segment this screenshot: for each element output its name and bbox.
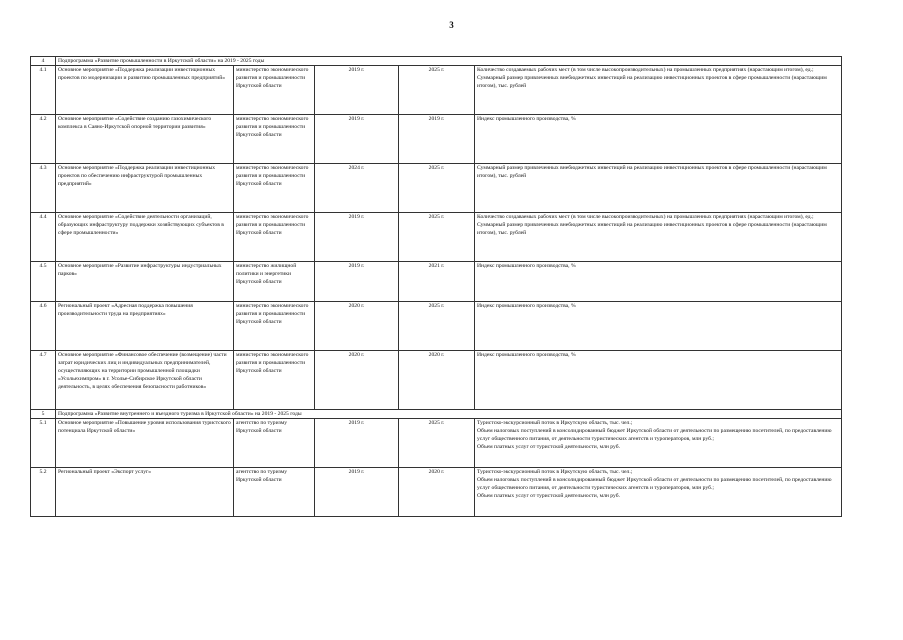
indicator-text: Количество создаваемых рабочих мест (в том числе высокопроизводительных) на промышленных предприятиях (нарастающим итогом), ед.; [477, 67, 814, 73]
activity-row [31, 419, 842, 468]
event-name: Региональный проект «Адресная поддержка повышения производительности труда на предприятиях» [56, 302, 234, 351]
activity-row [31, 164, 842, 213]
end-year: 2020 г. [399, 468, 475, 517]
end-year: 2021 г. [399, 262, 475, 302]
indicator-text: Туристско-экскурсионный поток в Иркутскую область, тыс. чел.; [477, 469, 633, 475]
row-number: 4.2 [31, 115, 56, 164]
indicators [475, 419, 842, 468]
indicator-text: Суммарный размер привлеченных внебюджетных инвестиций на реализацию инвестиционных проектов в сфере промышленности (нарастающим итогом), тыс. рублей [477, 165, 827, 179]
row-number: 4.7 [31, 351, 56, 410]
end-year: 2025 г. [399, 213, 475, 262]
executor: министерство жилищной политики и энергетики Иркутской области [234, 262, 315, 302]
row-number: 4 [31, 57, 56, 66]
row-number: 5 [31, 410, 56, 419]
start-year: 2019 г. [315, 213, 399, 262]
executor: министерство экономического развития и промышленности Иркутской области [234, 115, 315, 164]
activity-row [31, 66, 842, 115]
end-year: 2025 г. [399, 66, 475, 115]
indicators [475, 66, 842, 115]
program-table-body [31, 57, 842, 517]
start-year: 2019 г. [315, 262, 399, 302]
row-number: 4.1 [31, 66, 56, 115]
executor: министерство экономического развития и промышленности Иркутской области [234, 351, 315, 410]
subprogram-title: Подпрограмма «Развитие промышленности в Иркутской области» на 2019 - 2025 годы [56, 57, 842, 66]
indicator-text: Суммарный размер привлеченных внебюджетных инвестиций на реализацию инвестиционных проектов в сфере промышленности (нарастающим итогом), тыс. рублей [477, 222, 827, 236]
event-name: Основное мероприятие «Развитие инфраструктуры индустриальных парков» [56, 262, 234, 302]
row-number: 5.1 [31, 419, 56, 468]
end-year: 2025 г. [399, 302, 475, 351]
indicator-text: Объем платных услуг от туристской деятельности, млн руб. [477, 493, 620, 499]
start-year: 2024 г. [315, 164, 399, 213]
indicator-text: Индекс промышленного производства, % [477, 303, 576, 309]
indicator-text: Туристско-экскурсионный поток в Иркутскую область, тыс. чел.; [477, 420, 633, 426]
event-name: Основное мероприятие «Содействие созданию газохимического комплекса в Саяно-Иркутской опорной территории развития» [56, 115, 234, 164]
event-name: Основное мероприятие «Поддержка реализации инвестиционных проектов по модернизации и развитию промышленных предприятий» [56, 66, 234, 115]
end-year: 2025 г. [399, 419, 475, 468]
event-name: Основное мероприятие «Финансовое обеспечение (возмещение) части затрат юридических лиц и индивидуальных предпринимателей, осуществляющих на территории промышленной площадки «Усольехимпром» в г. Усолье-Сибирское Иркутской области деятельность, в целях обеспечения безопасности работников» [56, 351, 234, 410]
event-name: Основное мероприятие «Повышение уровня использования туристского потенциала Иркутской области» [56, 419, 234, 468]
start-year: 2019 г. [315, 66, 399, 115]
end-year: 2019 г. [399, 115, 475, 164]
start-year: 2019 г. [315, 115, 399, 164]
row-number: 4.4 [31, 213, 56, 262]
indicators [475, 213, 842, 262]
executor: агентство по туризму Иркутской области [234, 468, 315, 517]
indicator-text: Количество создаваемых рабочих мест (в том числе высокопроизводительных) на промышленных предприятиях (нарастающим итогом), ед.; [477, 214, 814, 220]
program-table [30, 56, 842, 517]
activity-row [31, 115, 842, 164]
indicators [475, 262, 842, 302]
indicators [475, 468, 842, 517]
activity-row [31, 213, 842, 262]
executor: министерство экономического развития и промышленности Иркутской области [234, 302, 315, 351]
indicators [475, 302, 842, 351]
executor: агентство по туризму Иркутской области [234, 419, 315, 468]
subprogram-row [31, 410, 842, 419]
page-number: 3 [449, 20, 454, 30]
end-year: 2025 г. [399, 164, 475, 213]
start-year: 2020 г. [315, 302, 399, 351]
indicators [475, 115, 842, 164]
executor: министерство экономического развития и промышленности Иркутской области [234, 66, 315, 115]
row-number: 4.3 [31, 164, 56, 213]
indicator-text: Объем платных услуг от туристской деятельности, млн руб. [477, 444, 620, 450]
indicator-text: Объем налоговых поступлений в консолидированный бюджет Иркутской области от деятельности по размещению посетителей, по предоставлению услуг общественного питания, от деятельности туристических агентств и туроператоров, млн руб.; [477, 428, 832, 442]
activity-row [31, 302, 842, 351]
indicator-text: Суммарный размер привлеченных внебюджетных инвестиций на реализацию инвестиционных проектов в сфере промышленности (нарастающим итогом), тыс. рублей [477, 75, 827, 89]
event-name: Основное мероприятие «Содействие деятельности организаций, образующих инфраструктуру поддержки хозяйствующих субъектов в сфере промышленности» [56, 213, 234, 262]
event-name: Региональный проект «Экспорт услуг» [56, 468, 234, 517]
executor: министерство экономического развития и промышленности Иркутской области [234, 213, 315, 262]
activity-row [31, 468, 842, 517]
row-number: 4.6 [31, 302, 56, 351]
indicator-text: Индекс промышленного производства, % [477, 263, 576, 269]
indicator-text: Объем налоговых поступлений в консолидированный бюджет Иркутской области от деятельности по размещению посетителей, по предоставлению услуг общественного питания, от деятельности туристических агентств и туроператоров, млн руб.; [477, 477, 832, 491]
activity-row [31, 262, 842, 302]
subprogram-row [31, 57, 842, 66]
activity-row [31, 351, 842, 410]
row-number: 4.5 [31, 262, 56, 302]
subprogram-title: Подпрограмма «Развитие внутреннего и въездного туризма в Иркутской области» на 2019 - 2025 годы [56, 410, 842, 419]
indicators [475, 351, 842, 410]
event-name: Основное мероприятие «Поддержка реализации инвестиционных проектов по обеспечению инфраструктурой промышленных предприятий» [56, 164, 234, 213]
start-year: 2019 г. [315, 468, 399, 517]
row-number: 5.2 [31, 468, 56, 517]
start-year: 2019 г. [315, 419, 399, 468]
end-year: 2020 г. [399, 351, 475, 410]
start-year: 2020 г. [315, 351, 399, 410]
indicator-text: Индекс промышленного производства, % [477, 352, 576, 358]
indicators [475, 164, 842, 213]
indicator-text: Индекс промышленного производства, % [477, 116, 576, 122]
executor: министерство экономического развития и промышленности Иркутской области [234, 164, 315, 213]
